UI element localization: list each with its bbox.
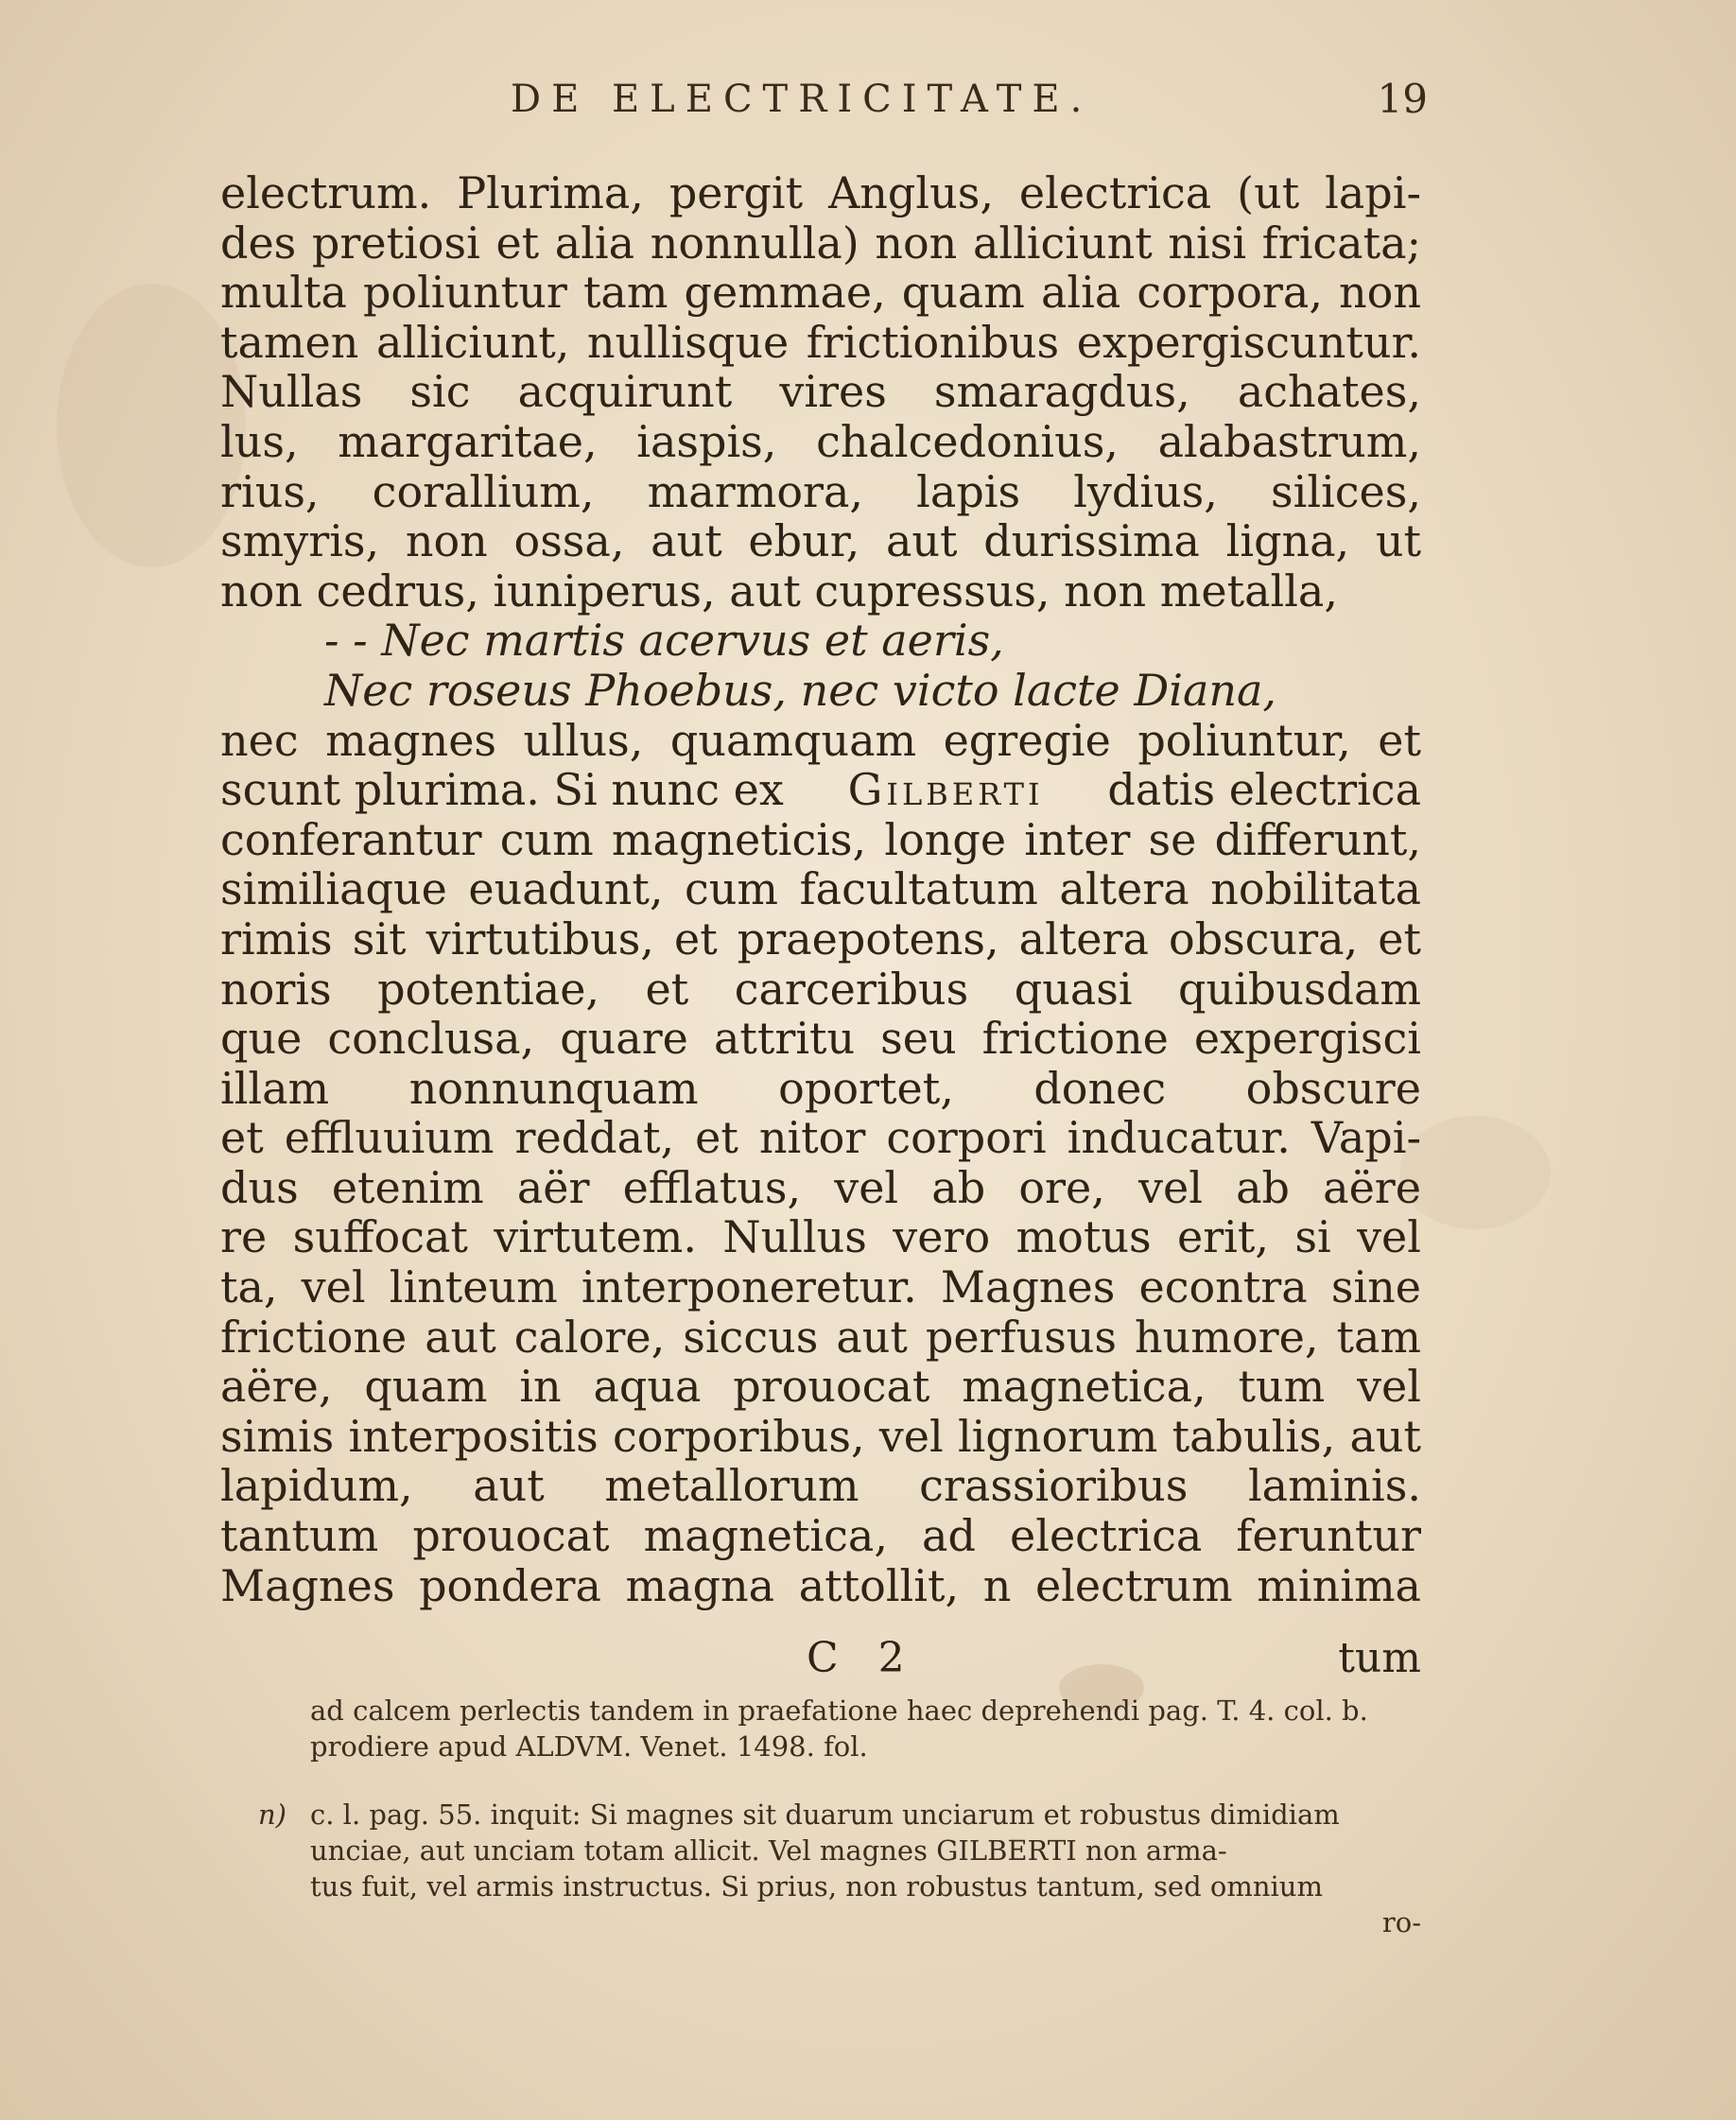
text-line: dus etenim aër efflatus, vel ab ore, vel ab aëre <box>220 1162 1421 1213</box>
footnote-text: c. l. pag. 55. inquit: Si magnes sit duarum unciarum et robustus dimidiam <box>310 1799 1340 1831</box>
footnote-line <box>220 1797 1421 1833</box>
signature-mark: C 2 <box>807 1634 918 1682</box>
text-line: ta, vel linteum interponeretur. Magnes econtra sine <box>220 1262 1421 1312</box>
text-line: rius, corallium, marmora, lapis lydius, silices, <box>220 466 1421 517</box>
text-line: conferantur cum magneticis, longe inter se differunt, <box>220 814 1421 865</box>
verse-line: Nec roseus Phoebus, nec victo lacte Diana, <box>324 664 1277 716</box>
text-line: des pretiosi et alia nonnulla) non alliciunt nisi fricata; <box>220 217 1421 269</box>
text-line: lapidum, aut metallorum crassioribus laminis. <box>220 1461 1421 1512</box>
text-line: et effluuium reddat, et nitor corpori inducatur. Vapi- <box>220 1113 1421 1163</box>
text-segment: scunt plurima. Si nunc ex <box>220 764 784 816</box>
footnote-marker: n) <box>258 1799 286 1831</box>
footnote-line: ad calcem perlectis tandem in praefatione haec deprehendi pag. T. 4. col. b. <box>310 1694 1368 1727</box>
text-line: non cedrus, iuniperus, aut cupressus, non metalla, <box>220 565 1338 617</box>
author-name: Gilberti <box>847 764 1044 816</box>
text-line: rimis sit virtutibus, et praepotens, altera obscura, et <box>220 913 1421 964</box>
text-line: aëre, quam in aqua prouocat magnetica, tum vel <box>220 1362 1421 1412</box>
page-header <box>511 68 1437 134</box>
catchword: tum <box>1338 1634 1421 1682</box>
page-number: 19 <box>1377 76 1428 122</box>
text-segment: datis electrica <box>1107 764 1421 816</box>
text-line: similiaque euadunt, cum facultatum altera nobilitata <box>220 864 1421 914</box>
footnotes <box>220 1693 1421 1940</box>
foxing-stain <box>1399 1116 1551 1229</box>
foxing-stain <box>57 284 246 567</box>
text-line: tamen alliciunt, nullisque frictionibus expergiscuntur. <box>220 317 1421 368</box>
text-line: frictione aut calore, siccus aut perfusus humore, tam <box>220 1312 1421 1363</box>
text-line: multa poliuntur tam gemmae, quam alia corpora, non <box>220 268 1421 318</box>
text-line: lus, margaritae, iaspis, chalcedonius, alabastrum, <box>220 416 1421 467</box>
running-title: DE ELECTRICITATE. <box>511 78 1093 121</box>
signature-line <box>220 1634 1421 1687</box>
text-line: Nullas sic acquirunt vires smaragdus, achates, <box>220 367 1421 417</box>
footnote-line: prodiere apud ALDVM. Venet. 1498. fol. <box>310 1730 868 1763</box>
text-line: noris potentiae, et carceribus quasi quibusdam <box>220 964 1421 1015</box>
text-line: simis interpositis corporibus, vel lignorum tabulis, aut <box>220 1411 1421 1462</box>
footnote-catchword: ro- <box>1381 1906 1421 1938</box>
text-line: re suffocat virtutem. Nullus vero motus erit, si vel <box>220 1212 1421 1263</box>
text-line-with-name <box>220 765 1421 815</box>
text-line: nec magnes ullus, quamquam egregie poliuntur, et <box>220 715 1421 766</box>
footnote-line: unciae, aut unciam totam allicit. Vel magnes GILBERTI non arma- <box>310 1834 1227 1867</box>
text-line: smyris, non ossa, aut ebur, aut durissima ligna, ut <box>220 516 1421 566</box>
verse-line: - - Nec martis acervus et aeris, <box>324 615 1004 667</box>
text-line: Magnes pondera magna attollit, n electrum minima <box>220 1560 1421 1611</box>
text-line: electrum. Plurima, pergit Anglus, electrica (ut lapi- <box>220 168 1421 218</box>
text-line: tantum prouocat magnetica, ad electrica feruntur <box>220 1511 1421 1561</box>
main-text <box>220 168 1421 1610</box>
footnote-line: tus fuit, vel armis instructus. Si prius, non robustus tantum, sed omnium <box>310 1870 1323 1903</box>
text-line: que conclusa, quare attritu seu frictione expergisci <box>220 1014 1421 1064</box>
text-line: illam nonnunquam oportet, donec obscure <box>220 1063 1421 1114</box>
footnote-gap <box>220 1764 1421 1797</box>
